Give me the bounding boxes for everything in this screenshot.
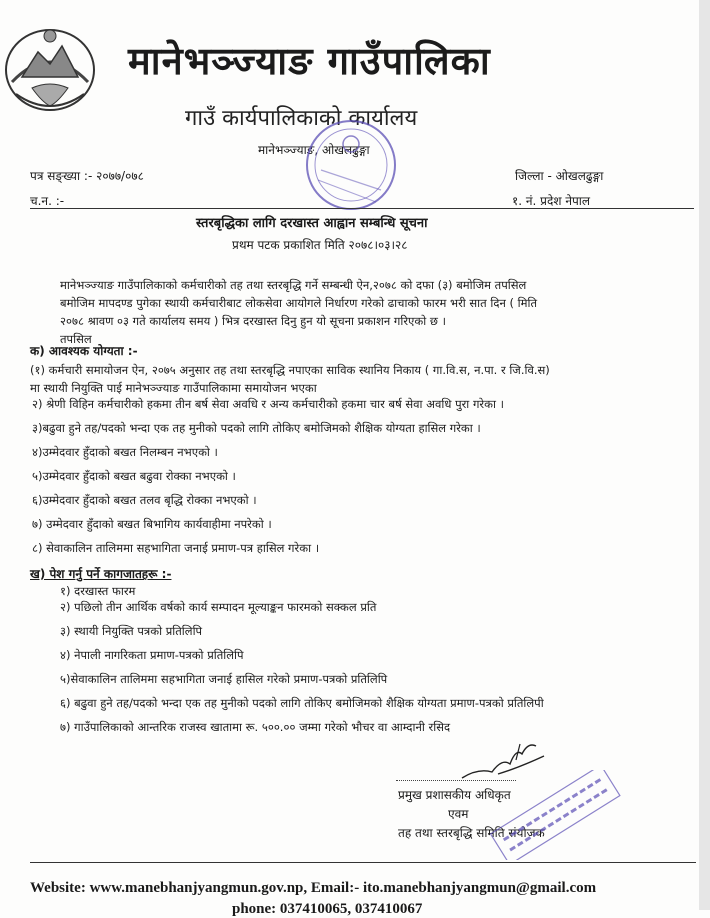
list-item: ६) बढुवा हुने तह/पदको भन्दा एक तह मुनीको पदको लागि तोकिए बमोजिमको शैक्षिक योग्यता प्रमाण-पत्रको प्रतिलिपी <box>60 696 544 710</box>
notice-title: स्तरबृद्धिका लागि दरखास्त आह्वान सम्बन्धि सूचना <box>196 216 428 231</box>
officer-name-stamp <box>478 770 628 860</box>
reference-number: पत्र सङ्ख्या :- २०७७/०७८ <box>30 169 144 183</box>
body-line: २०७८ श्रावण ०३ गते कार्यालय समय ) भित्र दरखास्त दिनु हुन यो सूचना प्रकाशन गरिएको छ । <box>60 314 446 328</box>
list-item: ८) सेवाकालिन तालिममा सहभागिता जनाई प्रमाण-पत्र हासिल गरेका । <box>32 541 320 555</box>
list-item: ७) उम्मेदवार हुँदाको बखत बिभागिय कार्यवाहीमा नपरेको । <box>32 517 272 531</box>
municipality-name: मानेभञ्ज्याङ गाउँपालिका <box>128 39 491 83</box>
list-item: मा स्थायी नियुक्ति पाई मानेभञ्ज्याङ गाउँपालिकामा समायोजन भएका <box>30 381 317 395</box>
tapasil-label: तपसिल <box>60 332 92 346</box>
list-item: १) दरखास्त फारम <box>60 584 136 598</box>
list-item: ४)उम्मेदवार हुँदाको बखत निलम्बन नभएको । <box>32 445 218 459</box>
documents-heading: ख) पेश गर्नु पर्ने कागजातहरू :- <box>30 567 172 581</box>
body-line: मानेभञ्ज्याङ गाउँपालिकाको कर्मचारीको तह तथा स्तरबृद्धि गर्ने सम्बन्धी ऐन,२०७८ को दफा (३) बमोजिम तपसिल <box>60 278 527 292</box>
list-item: ४) नेपाली नागरिकता प्रमाण-पत्रको प्रतिलिपि <box>60 648 244 662</box>
district: जिल्ला - ओखलढुङ्गा <box>515 169 604 183</box>
office-name: गाउँ कार्यपालिकाको कार्यालय <box>185 106 418 131</box>
list-item: २) श्रेणी विहिन कर्मचारीको हकमा तीन बर्ष सेवा अवधि र अन्य कर्मचारीको हकमा चार बर्ष सेवा अवधि पुरा गरेका । <box>32 397 504 411</box>
notice-body <box>60 276 680 348</box>
list-item: (१) कर्मचारी समायोजन ऐन, २०७५ अनुसार तह तथा स्तरबृद्धि नपाएका साविक स्थानिय निकाय ( गा.वि.स, न.पा. र जि.वि.स) <box>30 363 550 377</box>
footer-divider <box>30 862 696 863</box>
signatory-title: प्रमुख प्रशासकीय अधिकृत <box>398 788 511 802</box>
header-divider <box>30 208 694 209</box>
list-item: ५)सेवाकालिन तालिममा सहभागिता जनाई हासिल गरेको प्रमाण-पत्रको प्रतिलिपि <box>60 672 388 686</box>
list-item: ७) गाउँपालिकाको आन्तरिक राजस्व खातामा रू. ५००.०० जम्मा गरेको भौचर वा आम्दानी रसिद <box>60 720 451 734</box>
list-item: ३) स्थायी नियुक्ति पत्रको प्रतिलिपि <box>60 624 203 638</box>
list-item: २) पछिलो तीन आर्थिक वर्षको कार्य सम्पादन मूल्याङ्कन फारमको सक्कल प्रति <box>60 600 377 614</box>
list-item: ३)बढुवा हुने तह/पदको भन्दा एक तह मुनीको पदको लागि तोकिए बमोजिमको शैक्षिक योग्यता हासिल गरेका । <box>32 421 481 435</box>
body-line: बमोजिम मापदण्ड पुगेका स्थायी कर्मचारीबाट लोकसेवा आयोगले निर्धारण गरेको ढाचाको फारम भरी सात दिन ( मिति <box>60 296 538 310</box>
list-item: ५)उम्मेदवार हुँदाको बखत बढुवा रोक्का नभएको । <box>32 469 236 483</box>
province: १. नं. प्रदेश नेपाल <box>512 194 591 208</box>
dispatch-number: च.न. :- <box>30 194 65 208</box>
page-edge-shadow <box>699 0 710 910</box>
office-seal-stamp <box>296 110 406 220</box>
signatory-committee: तह तथा स्तरबृद्धि समिति संयोजक <box>398 826 545 840</box>
list-item: ६)उम्मेदवार हुँदाको बखत तलव बृद्धि रोक्का नभएको । <box>32 493 257 507</box>
qualifications-heading: क) आवश्यक योग्यता :- <box>30 344 138 358</box>
footer-phone: phone: 037410065, 037410067 <box>232 901 423 917</box>
footer-contact: Website: www.manebhanjyangmun.gov.np, Email:- ito.manebhanjyangmun@gmail.com <box>30 880 597 896</box>
publication-date: प्रथम पटक प्रकाशित मिति २०७८।०३।२८ <box>232 238 408 252</box>
office-address: मानेभञ्ज्याङ, ओखलढुङ्गा <box>258 143 370 157</box>
signatory-conjunction: एवम <box>448 807 469 821</box>
nepal-emblem-logo <box>2 22 98 114</box>
